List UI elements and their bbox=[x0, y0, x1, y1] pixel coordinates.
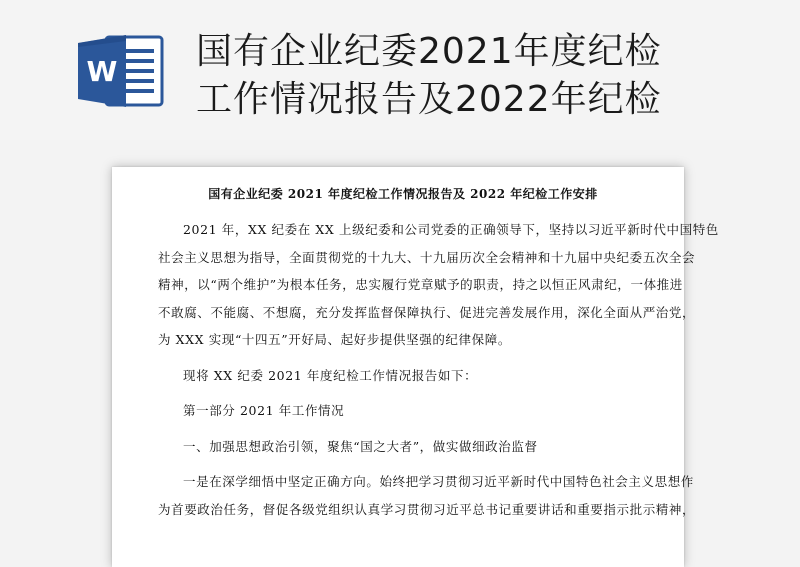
document-page bbox=[112, 167, 719, 567]
header-banner bbox=[0, 0, 800, 140]
intro-line-4: 不敢腐、不能腐、不想腐，充分发挥监督保障执行、促进完善发展作用，深化全面从严治党， bbox=[158, 304, 696, 320]
section-heading: 一、加强思想政治引领，聚焦“国之大者”，做实做细政治监督 bbox=[183, 438, 538, 454]
report-intro: 现将 XX 纪委 2021 年度纪检工作情况报告如下： bbox=[183, 367, 478, 383]
intro-paragraph bbox=[158, 216, 719, 354]
document-body bbox=[158, 185, 719, 531]
title-line-2: 工作情况报告及2022年纪检 bbox=[196, 79, 662, 120]
body-line-1: 一是在深学细悟中坚定正确方向。始终把学习贯彻习近平新时代中国特色社会主义思想作 bbox=[183, 474, 694, 489]
intro-line-1: 2021 年，XX 纪委在 XX 上级纪委和公司党委的正确领导下，坚持以习近平新时代中国特色 bbox=[183, 222, 719, 237]
document-title: 国有企业纪委 2021 年度纪检工作情况报告及 2022 年纪检工作安排 bbox=[208, 187, 598, 201]
part-heading: 第一部分 2021 年工作情况 bbox=[183, 403, 345, 418]
page-title bbox=[196, 28, 776, 124]
title-line-1: 国有企业纪委2021年度纪检 bbox=[196, 31, 662, 72]
intro-line-3: 精神，以“两个维护”为根本任务，忠实履行党章赋予的职责，持之以恒正风肃纪，一体推进 bbox=[158, 277, 683, 292]
body-line-2: 为首要政治任务，督促各级党组织认真学习贯彻习近平总书记重要讲话和重要指示批示精神， bbox=[158, 501, 696, 517]
word-icon-letter: W bbox=[86, 55, 118, 88]
intro-line-5: 为 XXX 实现“十四五”开好局、起好步提供坚强的纪律保障。 bbox=[158, 332, 511, 347]
word-icon bbox=[76, 33, 166, 109]
body-paragraph bbox=[158, 468, 696, 523]
intro-line-2: 社会主义思想为指导，全面贯彻党的十九大、十九届历次全会精神和十九届中央纪委五次全会 bbox=[158, 249, 696, 265]
